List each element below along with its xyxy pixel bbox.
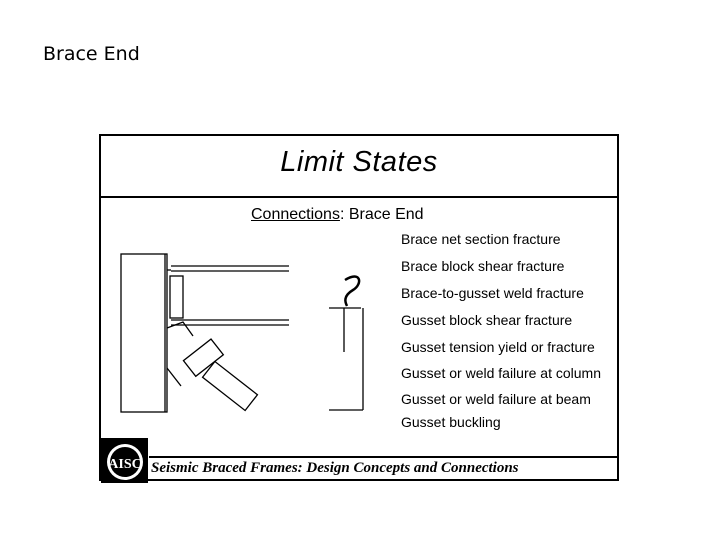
slide-footer	[101, 436, 617, 481]
slide-header	[101, 136, 617, 198]
column-shape	[121, 254, 167, 412]
list-item: Brace block shear fracture	[401, 258, 565, 274]
slide-subtitle	[251, 206, 424, 224]
list-item: Gusset or weld failure at column	[401, 365, 601, 381]
slide	[99, 134, 619, 481]
list-item: Gusset tension yield or fracture	[401, 339, 595, 355]
list-item: Gusset buckling	[401, 414, 501, 430]
list-item: Gusset block shear fracture	[401, 312, 573, 328]
list-item: Brace net section fracture	[401, 231, 561, 247]
slide-title: Limit States	[280, 146, 438, 178]
list-item: Gusset or weld failure at beam	[401, 391, 591, 407]
page-title: Brace End	[43, 43, 140, 65]
brace-connection-diagram	[101, 236, 401, 421]
gusset-plate	[170, 276, 183, 318]
break-symbol	[345, 277, 359, 307]
logo-text: AISC	[108, 457, 142, 472]
footer-rule	[149, 456, 617, 458]
aisc-logo	[101, 438, 148, 483]
subtitle-brace-end: : Brace End	[339, 206, 424, 223]
subtitle-connections: Connections	[251, 206, 340, 223]
list-item: Brace-to-gusset weld fracture	[401, 285, 584, 301]
footer-text: Seismic Braced Frames: Design Concepts and Connections	[151, 460, 519, 476]
